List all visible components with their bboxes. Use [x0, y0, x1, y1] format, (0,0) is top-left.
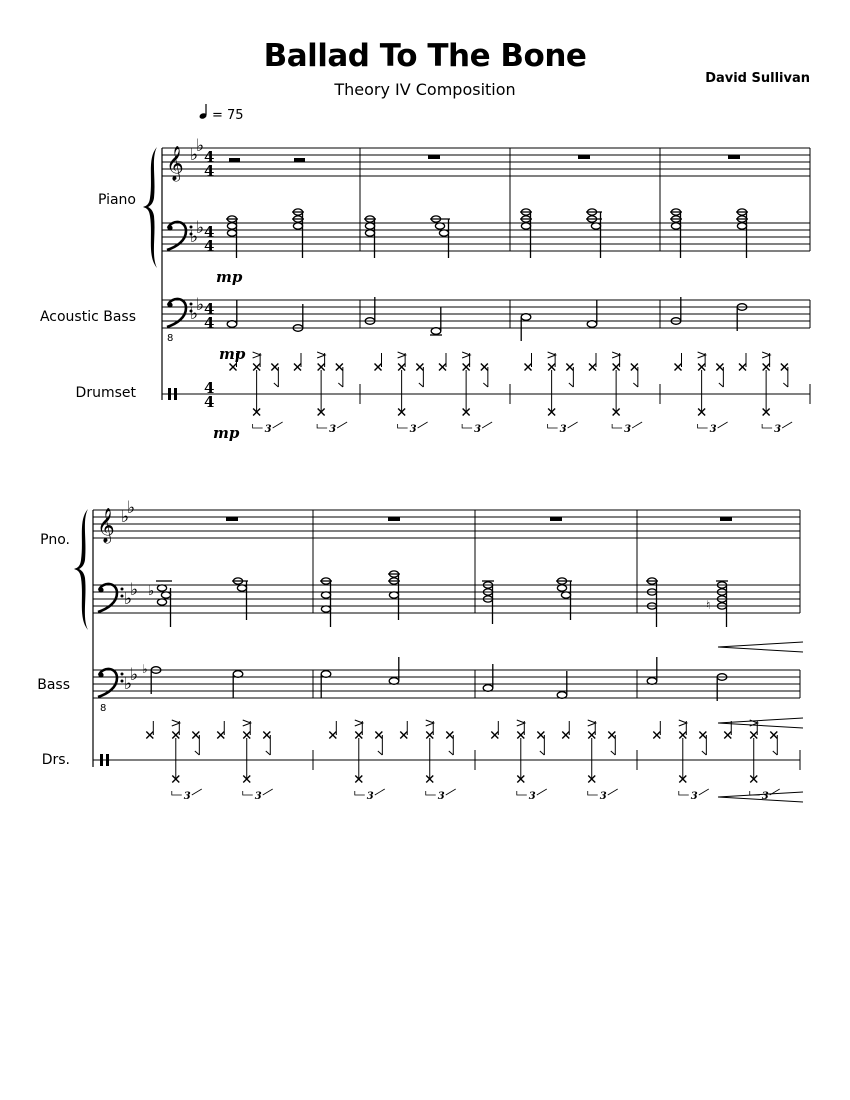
svg-text:♭: ♭ — [190, 227, 199, 247]
tuplet-number: 3 — [264, 424, 272, 435]
svg-text:4: 4 — [204, 223, 215, 241]
drum-beat — [217, 720, 272, 802]
drums-short-label: Drs. — [41, 752, 70, 768]
svg-text:4: 4 — [204, 393, 215, 411]
bass-clef-icon — [167, 222, 193, 250]
tuplet-number: 3 — [183, 791, 191, 802]
svg-text:♭: ♭ — [121, 507, 130, 527]
drum-beat — [562, 720, 617, 802]
dynamic-mp: mp — [216, 268, 243, 286]
tuplet-number: 3 — [254, 791, 262, 802]
bass-notes-2 — [142, 657, 727, 701]
svg-text:4: 4 — [204, 237, 215, 255]
note — [671, 297, 681, 324]
note — [293, 304, 303, 331]
drum-beat — [329, 720, 384, 802]
svg-text:♭: ♭ — [148, 584, 155, 599]
svg-text:♭: ♭ — [196, 136, 205, 156]
tempo-text: = 75 — [212, 108, 244, 123]
drum-beat — [724, 720, 779, 802]
drum-beat — [491, 720, 546, 802]
treble-clef-icon: 𝄞 — [166, 146, 184, 181]
piano-label: Piano — [97, 192, 136, 208]
note — [521, 314, 531, 341]
piano-bass-staff-2 — [93, 585, 800, 613]
svg-text:4: 4 — [204, 300, 215, 318]
tuplet-number: 3 — [409, 424, 417, 435]
system-1 — [40, 104, 810, 442]
treble-rests — [226, 517, 732, 521]
bass-notes-1 — [227, 297, 747, 341]
svg-text:♭: ♭ — [127, 498, 136, 518]
tuplet-number: 3 — [559, 424, 567, 435]
tuplet-number: 3 — [709, 424, 717, 435]
bass-short-label: Bass — [37, 677, 70, 693]
tuplet-number: 3 — [366, 791, 374, 802]
svg-text:♭: ♭ — [130, 665, 139, 685]
tuplet-number: 3 — [624, 424, 632, 435]
composer: David Sullivan — [705, 71, 810, 86]
octave-mark: 8 — [100, 703, 107, 714]
drum-beat — [653, 720, 708, 802]
svg-text:4: 4 — [204, 314, 215, 332]
tuplet-number: 3 — [329, 424, 337, 435]
piano-brace — [143, 147, 157, 268]
note — [737, 304, 747, 331]
bass-label: Acoustic Bass — [39, 309, 136, 325]
crescendo-hairpin — [718, 642, 803, 652]
treble-clef-icon: 𝄞 — [97, 508, 115, 543]
drum-beat — [400, 720, 455, 802]
svg-text:♭: ♭ — [142, 662, 148, 676]
tuplet-number: 3 — [599, 791, 607, 802]
note — [557, 671, 567, 698]
drum-beat — [146, 720, 201, 802]
svg-text:♭: ♭ — [124, 674, 133, 694]
chord — [706, 581, 728, 627]
piano-short-label: Pno. — [40, 532, 70, 548]
bass-staff-2 — [93, 670, 800, 698]
svg-text:♭: ♭ — [190, 304, 199, 324]
piano-treble-staff-1 — [162, 148, 810, 176]
dynamic-mp: mp — [219, 345, 246, 363]
key-signature — [121, 498, 138, 694]
svg-text:♭: ♭ — [196, 295, 205, 315]
note — [365, 297, 375, 324]
bass-staff-1 — [162, 300, 810, 328]
svg-text:♭: ♭ — [190, 145, 199, 165]
tuplet-number: 3 — [774, 424, 782, 435]
svg-text:♭: ♭ — [130, 580, 139, 600]
piano-treble-staff-2 — [93, 510, 800, 538]
svg-text:4: 4 — [204, 148, 215, 166]
dynamic-mp: mp — [213, 424, 240, 442]
note — [647, 657, 657, 684]
key-signature — [190, 136, 204, 324]
drum-pattern-2 — [146, 720, 779, 802]
svg-text:♭: ♭ — [124, 589, 133, 609]
tuplet-number: 3 — [474, 424, 482, 435]
system-2 — [37, 498, 803, 802]
tuplet-number: 3 — [761, 791, 769, 802]
svg-text:4: 4 — [204, 162, 215, 180]
tuplet-number: 3 — [528, 791, 536, 802]
score-subtitle: Theory IV Composition — [334, 80, 516, 99]
tempo-marking — [199, 104, 244, 123]
tuplet-number: 3 — [690, 791, 698, 802]
bass-clef-icon — [98, 584, 124, 612]
chord — [148, 581, 172, 627]
note — [142, 662, 161, 694]
svg-text:4: 4 — [204, 379, 215, 397]
octave-mark: 8 — [167, 333, 174, 344]
treble-rests — [229, 155, 740, 162]
note — [717, 674, 727, 701]
piano-bass-staff-1 — [162, 223, 810, 251]
svg-text:♭: ♭ — [196, 218, 205, 238]
note — [483, 664, 493, 691]
chord — [482, 581, 494, 624]
time-signature — [204, 148, 214, 411]
svg-text:♮: ♮ — [706, 598, 711, 612]
drums-label: Drumset — [75, 385, 136, 401]
tuplet-number: 3 — [437, 791, 445, 802]
score-title: Ballad To The Bone — [263, 38, 587, 74]
note — [389, 657, 399, 684]
piano-brace — [74, 509, 88, 630]
